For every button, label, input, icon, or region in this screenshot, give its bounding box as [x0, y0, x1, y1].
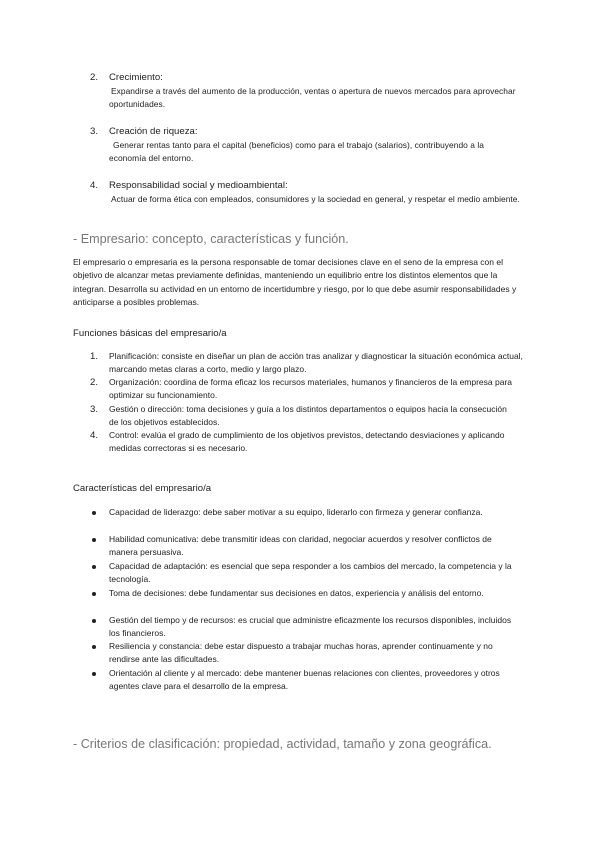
- list-item-desc: Generar rentas tanto para el capital (beneficios) como para el trabajo (salarios), contribuyendo a la economía del entorno.: [109, 140, 484, 164]
- list-item: [109, 376, 529, 402]
- list-item-desc: Actuar de forma ética con empleados, consumidores y la sociedad en general, y respetar el medio ambiente.: [111, 194, 520, 204]
- intro-paragraph: El empresario o empresaria es la persona responsable de tomar decisiones clave en el seno de la empresa con el objetivo de alcanzar metas previamente definidas, manteniendo un equilibrio entre los distintos elementos que la integran. Desarrolla su actividad en un entorno de incertidumbre y riesgo, por lo que debe asumir responsabilidades y anticiparse a posibles problemas.: [73, 257, 517, 307]
- list-item: [109, 506, 509, 519]
- list-number: 3.: [89, 126, 98, 137]
- list-number: 4.: [89, 430, 98, 441]
- function-text: : coordina de forma eficaz los recursos materiales, humanos y financieros de la empresa para optimizar su funcionamiento.: [109, 377, 513, 401]
- characteristic-term: Orientación al cliente y al mercado: [109, 668, 240, 678]
- characteristic-term: Capacidad de liderazgo: [109, 507, 199, 517]
- function-term: Organización: [109, 377, 160, 387]
- characteristic-text: : debe transmitir ideas con claridad, negociar acuerdos y resolver conflictos de manera persuasiva.: [109, 534, 492, 558]
- list-item: [109, 587, 529, 600]
- function-term: Gestión o dirección: [109, 404, 182, 414]
- list-item: [109, 560, 524, 586]
- list-item-title: Responsabilidad social y medioambiental:: [109, 180, 288, 191]
- section-heading-criterios: - Criterios de clasificación: propiedad, actividad, tamaño y zona geográfica.: [73, 737, 492, 751]
- section-heading-empresario: - Empresario: concepto, características y función.: [73, 232, 349, 246]
- function-text: : evalúa el grado de cumplimiento de los objetivos previstos, detectando desviaciones y aplicando medidas correctoras si es necesario.: [109, 430, 505, 454]
- list-item: [109, 403, 509, 429]
- list-number: 2.: [89, 377, 98, 388]
- characteristic-term: Capacidad de adaptación: [109, 561, 206, 571]
- list-number: 2.: [89, 72, 98, 83]
- bullet-icon: [92, 645, 96, 649]
- list-item: [109, 429, 529, 455]
- characteristic-term: Habilidad comunicativa: [109, 534, 197, 544]
- bullet-icon: [92, 592, 96, 596]
- list-item-title: Creación de riqueza:: [109, 126, 198, 137]
- characteristic-term: Toma de decisiones: [109, 588, 185, 598]
- list-item: [109, 350, 529, 376]
- list-item: [109, 533, 504, 559]
- functions-title: Funciones básicas del empresario/a: [73, 328, 227, 339]
- bullet-icon: [92, 565, 96, 569]
- function-text: : consiste en diseñar un plan de acción tras analizar y diagnosticar la situación económica actual, marcando metas claras a corto, medio y largo plazo.: [109, 351, 523, 375]
- list-item: [109, 614, 519, 640]
- list-number: 4.: [89, 180, 98, 191]
- characteristic-text: : debe saber motivar a su equipo, liderarlo con firmeza y generar confianza.: [198, 507, 483, 517]
- list-number: 1.: [89, 351, 98, 362]
- function-text: : toma decisiones y guía a los distintos departamentos o equipos hacia la consecución de los objetivos establecidos.: [109, 404, 507, 428]
- list-item: [109, 667, 519, 693]
- characteristic-text: : debe mantener buenas relaciones con clientes, proveedores y otros agentes clave para el desarrollo de la empresa.: [109, 668, 500, 692]
- characteristic-text: : debe estar dispuesto a trabajar muchas horas, aprender continuamente y no rendirse ante las dificultades.: [109, 641, 493, 665]
- characteristic-text: : debe fundamentar sus decisiones en datos, experiencia y análisis del entorno.: [184, 588, 484, 598]
- function-term: Control: [109, 430, 137, 440]
- list-number: 3.: [89, 404, 98, 415]
- characteristic-term: Gestión del tiempo y de recursos: [109, 615, 234, 625]
- bullet-icon: [92, 511, 96, 515]
- bullet-icon: [92, 538, 96, 542]
- characteristics-title: Características del empresario/a: [73, 483, 212, 494]
- characteristic-text: : es esencial que sepa responder a los cambios del mercado, la competencia y la tecnología.: [109, 561, 512, 585]
- bullet-icon: [92, 672, 96, 676]
- characteristic-text: : es crucial que administre eficazmente los recursos disponibles, incluidos los financieros.: [109, 615, 512, 639]
- characteristic-term: Resiliencia y constancia: [109, 641, 200, 651]
- list-item-title: Crecimiento:: [109, 72, 163, 83]
- bullet-icon: [92, 619, 96, 623]
- list-item-desc: Expandirse a través del aumento de la producción, ventas o apertura de nuevos mercados para aprovechar oportunidades.: [109, 86, 516, 110]
- function-term: Planificación: [109, 351, 157, 361]
- list-item: [109, 640, 504, 666]
